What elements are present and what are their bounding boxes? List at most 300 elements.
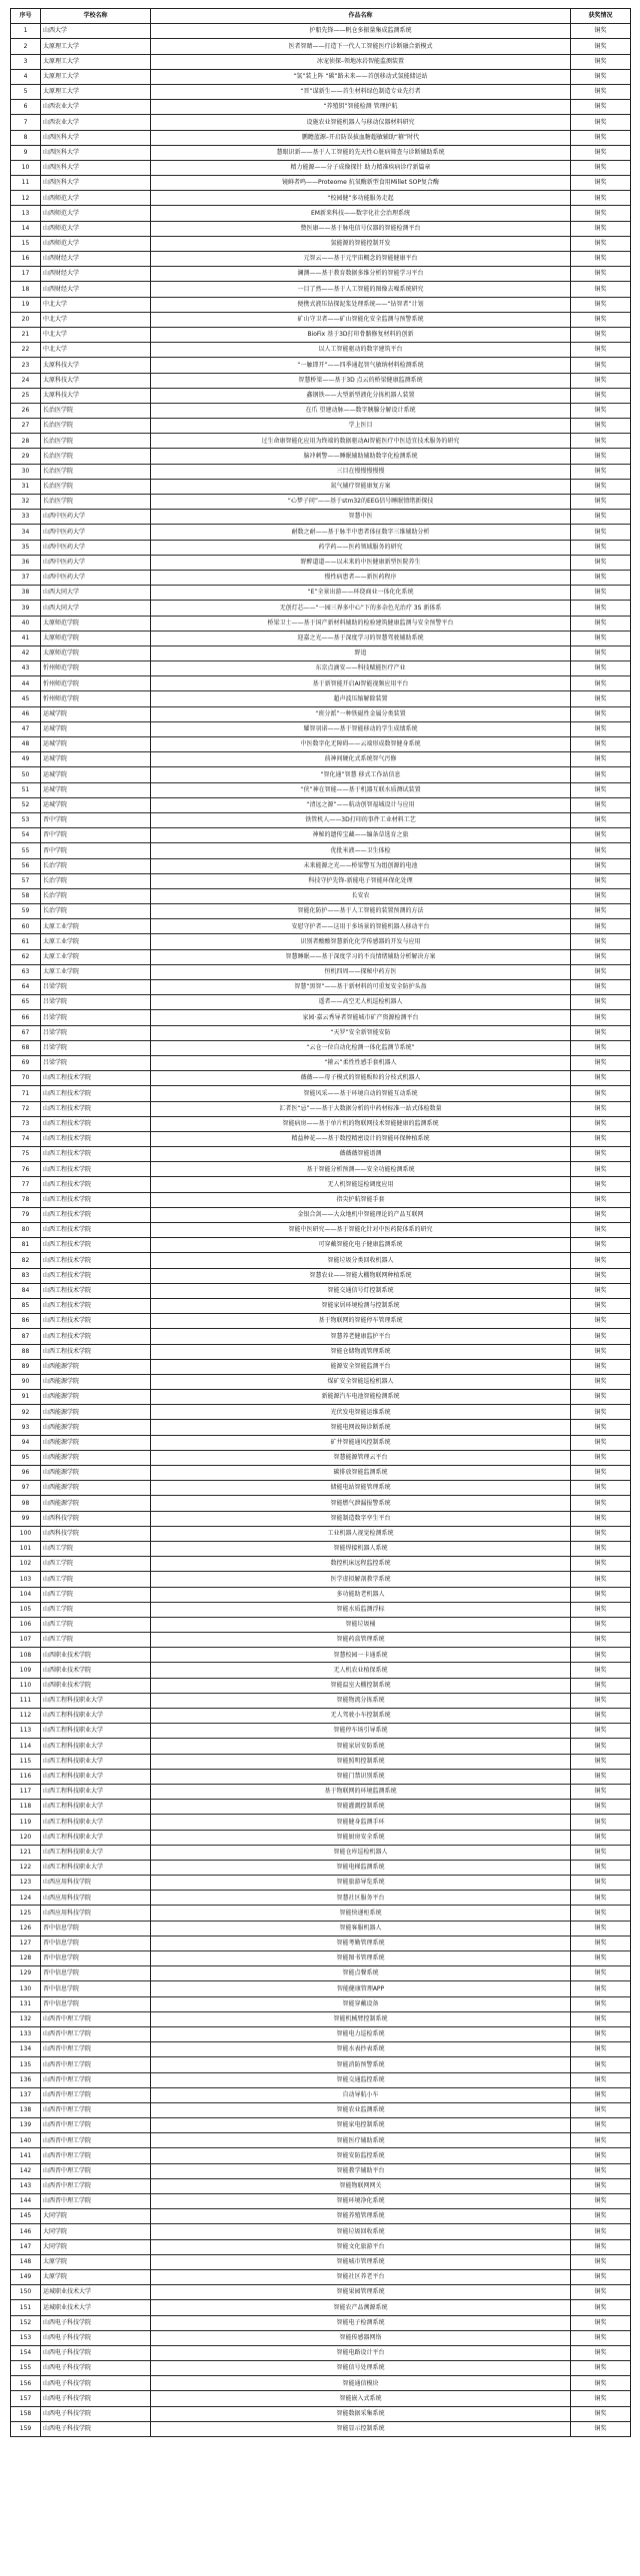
school-name: 晋中学院 [41,843,151,858]
work-title: 智能中医研究——基于智能化针对中医药院体系的研究 [151,1223,571,1238]
table-row [11,934,631,949]
work-title: 智能照明控制系统 [151,1754,571,1769]
table-row [11,282,631,297]
row-number: 92 [11,1405,41,1420]
row-number: 96 [11,1466,41,1481]
row-number: 88 [11,1344,41,1359]
row-number: 84 [11,1283,41,1298]
award-level: 铜奖 [571,1010,631,1025]
work-title: 智能电梯监测系统 [151,1860,571,1875]
row-number: 146 [11,2224,41,2239]
award-level: 铜奖 [571,2285,631,2300]
award-level: 铜奖 [571,479,631,494]
work-title: 前神间硬化式系统智气污修 [151,752,571,767]
work-title: 智能灌溉控制系统 [151,1800,571,1815]
award-level: 铜奖 [571,1769,631,1784]
table-row [11,2026,631,2041]
work-title: 指尖护航智能手套 [151,1192,571,1207]
row-number: 107 [11,1633,41,1648]
work-title: 智能农业监测系统 [151,2102,571,2117]
work-title: 澜测——基于教育数据多维分析的智能学习平台 [151,267,571,282]
school-name: 山西晋中理工学院 [41,2026,151,2041]
award-level: 铜奖 [571,419,631,434]
table-row [11,1283,631,1298]
table-row [11,236,631,251]
school-name: 长治学院 [41,873,151,888]
table-row [11,297,631,312]
award-level: 铜奖 [571,1359,631,1374]
row-number: 155 [11,2361,41,2376]
row-number: 58 [11,888,41,903]
table-row [11,54,631,69]
table-row [11,555,631,570]
row-number: 46 [11,706,41,721]
work-title: 野追 [151,645,571,660]
table-row [11,1450,631,1465]
school-name: 山西中医药大学 [41,510,151,525]
row-number: 42 [11,645,41,660]
row-number: 43 [11,661,41,676]
table-row [11,1633,631,1648]
work-title: “晋”谋新生——首生材料绿色制造专业先行者 [151,84,571,99]
table-row [11,706,631,721]
school-name: 山西工学院 [41,1602,151,1617]
award-level: 铜奖 [571,2239,631,2254]
row-number: 110 [11,1678,41,1693]
school-name: 长治学院 [41,888,151,903]
school-name: 晋中学院 [41,828,151,843]
school-name: 山西晋中理工学院 [41,2163,151,2178]
table-row [11,69,631,84]
work-title: 智能焊接机器人系统 [151,1541,571,1556]
work-title: 氢能源的智能控制开发 [151,236,571,251]
work-title: “天罗”安全新智能安防 [151,1025,571,1040]
award-level: 铜奖 [571,1435,631,1450]
row-number: 62 [11,949,41,964]
work-title: 基于物联网的环境监测系统 [151,1784,571,1799]
row-number: 67 [11,1025,41,1040]
school-name: 山西大同大学 [41,586,151,601]
school-name: 山西工程技术学院 [41,1344,151,1359]
work-title: 智能社区养老平台 [151,2269,571,2284]
school-name: 山西农业大学 [41,100,151,115]
work-title: 智能客服机器人 [151,1921,571,1935]
work-title: 智能家居环境检测与控制系统 [151,1298,571,1313]
row-number: 77 [11,1177,41,1192]
work-title: 智能物联网网关 [151,2178,571,2193]
table-row [11,1541,631,1556]
row-number: 21 [11,327,41,342]
work-title: 智慧农业——智能大棚物联网种植系统 [151,1268,571,1283]
work-title: BioFix 基于3D打印骨骼修复材料的创新 [151,327,571,342]
work-title: 医者智睛——打造下一代人工智能医疗诊断融合新模式 [151,39,571,54]
row-number: 59 [11,904,41,919]
table-row [11,797,631,812]
award-level: 铜奖 [571,616,631,631]
row-number: 106 [11,1617,41,1632]
award-level: 铜奖 [571,1040,631,1055]
row-number: 95 [11,1450,41,1465]
row-number: 104 [11,1587,41,1602]
work-title: 数控机床远程监控系统 [151,1557,571,1572]
work-title: 安慰守护者——这用于多场景的智能机器人移动平台 [151,919,571,934]
work-title: 在爪 望建动脉——数字胰腺分解设计系统 [151,403,571,418]
table-row [11,312,631,327]
school-name: 太原工业学院 [41,964,151,979]
school-name: 吕梁学院 [41,1040,151,1055]
table-row [11,1784,631,1799]
table-row [11,888,631,903]
table-row [11,858,631,873]
work-title: 铁管机人——3D打印的事件工业材料工艺 [151,812,571,827]
row-number: 144 [11,2194,41,2209]
school-name: 山西财经大学 [41,252,151,267]
work-title: “班分派”一种铁磁性金属分类装置 [151,706,571,721]
school-name: 山西能源学院 [41,1359,151,1374]
table-row [11,403,631,418]
row-number: 125 [11,1906,41,1921]
school-name: 运城学院 [41,706,151,721]
award-level: 铜奖 [571,464,631,479]
work-title: 无人机智能巡检调度应用 [151,1177,571,1192]
school-name: 大同学院 [41,2239,151,2254]
row-number: 82 [11,1253,41,1268]
work-title: 长安农 [151,888,571,903]
award-level: 铜奖 [571,1587,631,1602]
work-title: 智能电子检测系统 [151,2315,571,2330]
table-row [11,206,631,221]
school-name: 山西工程科技职业大学 [41,1800,151,1815]
table-row [11,1906,631,1921]
school-name: 山西中医药大学 [41,570,151,585]
school-name: 忻州师范学院 [41,661,151,676]
table-row [11,2391,631,2406]
table-row [11,1359,631,1374]
award-level: 铜奖 [571,661,631,676]
school-name: 山西中医药大学 [41,555,151,570]
row-number: 108 [11,1648,41,1663]
award-level: 铜奖 [571,691,631,706]
school-name: 山西工程技术学院 [41,1192,151,1207]
row-number: 94 [11,1435,41,1450]
award-level: 铜奖 [571,2421,631,2436]
table-row [11,1329,631,1344]
school-name: 中北大学 [41,312,151,327]
school-name: 山西工程技术学院 [41,1147,151,1162]
school-name: 吕梁学院 [41,1055,151,1070]
table-row [11,1405,631,1420]
row-number: 35 [11,540,41,555]
table-row [11,2194,631,2209]
award-level: 铜奖 [571,1268,631,1283]
table-row [11,1663,631,1678]
school-name: 山西农业大学 [41,115,151,130]
school-name: 长治医学院 [41,434,151,449]
row-number: 114 [11,1739,41,1754]
school-name: 山西财经大学 [41,267,151,282]
work-title: 东京点滴安——科技赋能医疗产业 [151,661,571,676]
award-level: 铜奖 [571,1648,631,1663]
work-title: 新能源汽车电池智能检测系统 [151,1390,571,1405]
award-level: 铜奖 [571,631,631,645]
award-level: 铜奖 [571,2345,631,2360]
table-row [11,1010,631,1025]
table-row [11,2300,631,2315]
work-title: 智慧养老健康监护平台 [151,1329,571,1344]
table-row [11,2178,631,2193]
award-level: 铜奖 [571,1101,631,1116]
table-row [11,1116,631,1131]
row-number: 3 [11,54,41,69]
work-title: 智能电路设计平台 [151,2345,571,2360]
school-name: 山西能源学院 [41,1481,151,1496]
table-row [11,2239,631,2254]
work-title: 智能文化旅游平台 [151,2239,571,2254]
award-level: 铜奖 [571,1572,631,1587]
work-title: 智能城市管理系统 [151,2254,571,2269]
award-level: 铜奖 [571,2072,631,2087]
school-name: 山西晋中理工学院 [41,2087,151,2102]
award-level: 铜奖 [571,1374,631,1389]
row-number: 52 [11,797,41,812]
table-row [11,1587,631,1602]
work-title: 工业机器人视觉检测系统 [151,1526,571,1541]
school-name: 山西电子科技学院 [41,2421,151,2436]
work-title: 智能制造数字孪生平台 [151,1511,571,1526]
school-name: 山西医科大学 [41,176,151,191]
work-title: 智能交通监控系统 [151,2072,571,2087]
work-title: 智能仓库巡检机器人 [151,1845,571,1860]
row-number: 37 [11,570,41,585]
table-row [11,1860,631,1875]
award-level: 铜奖 [571,2042,631,2057]
work-title: 识别者酸酸智慧新化化学传感器的开发与应用 [151,934,571,949]
school-name: 运城学院 [41,737,151,752]
award-level: 铜奖 [571,1815,631,1830]
school-name: 山西工程技术学院 [41,1162,151,1177]
school-name: 长治医学院 [41,419,151,434]
row-number: 22 [11,343,41,358]
table-row [11,721,631,736]
table-row [11,2285,631,2300]
table-row [11,1921,631,1935]
award-level: 铜奖 [571,540,631,555]
school-name: 晋中信息学院 [41,1981,151,1996]
school-name: 长治学院 [41,858,151,873]
row-number: 83 [11,1268,41,1283]
row-number: 57 [11,873,41,888]
work-title: 智能厨房安全系统 [151,1830,571,1845]
row-number: 66 [11,1010,41,1025]
table-row [11,586,631,601]
award-level: 铜奖 [571,1617,631,1632]
work-title: 基于智能分析预测——安全功能检测系统 [151,1162,571,1177]
award-level: 铜奖 [571,403,631,418]
award-level: 铜奖 [571,1511,631,1526]
work-title: 精益种花——基于数控精密设计的智能环保种植系统 [151,1131,571,1146]
award-level: 铜奖 [571,737,631,752]
row-number: 130 [11,1981,41,1996]
award-level: 铜奖 [571,2406,631,2421]
school-name: 忻州师范学院 [41,691,151,706]
row-number: 93 [11,1420,41,1435]
row-number: 124 [11,1891,41,1906]
award-level: 铜奖 [571,782,631,797]
row-number: 147 [11,2239,41,2254]
school-name: 山西工程技术学院 [41,1298,151,1313]
school-name: 山西工程技术学院 [41,1253,151,1268]
table-row [11,1815,631,1830]
table-row [11,1693,631,1708]
school-name: 山西电子科技学院 [41,2330,151,2345]
school-name: 山西工程技术学院 [41,1101,151,1116]
award-level: 铜奖 [571,373,631,388]
school-name: 山西中医药大学 [41,525,151,540]
table-row [11,434,631,449]
work-title: 智能交通信号灯控制系统 [151,1283,571,1298]
row-number: 119 [11,1815,41,1830]
school-name: 山西能源学院 [41,1405,151,1420]
award-level: 铜奖 [571,721,631,736]
award-level: 铜奖 [571,495,631,510]
row-number: 142 [11,2163,41,2178]
school-name: 长治医学院 [41,464,151,479]
row-number: 11 [11,176,41,191]
award-level: 铜奖 [571,1116,631,1131]
school-name: 太原理工大学 [41,69,151,84]
award-level: 铜奖 [571,2391,631,2406]
table-row [11,1207,631,1222]
row-number: 36 [11,555,41,570]
table-row [11,767,631,782]
award-level: 铜奖 [571,1253,631,1268]
award-level: 铜奖 [571,2254,631,2269]
work-title: 智能医疗辅助系统 [151,2133,571,2148]
work-title: EM新来科技——数字化社会治理系统 [151,206,571,221]
school-name: 中北大学 [41,297,151,312]
work-title: 智能病房——基于单片机的物联网技术智能健康的监测系统 [151,1116,571,1131]
work-title: 储能电站智能管理系统 [151,1481,571,1496]
award-level: 铜奖 [571,601,631,616]
work-title: “清远之源”——航动创智福城设计与应用 [151,797,571,812]
work-title: “云仓一位自动化检测一体化监测节系统” [151,1040,571,1055]
work-title: 中医数字化无障碍——云端形成数智健身系统 [151,737,571,752]
row-number: 55 [11,843,41,858]
row-number: 127 [11,1935,41,1950]
table-row [11,812,631,827]
award-level: 铜奖 [571,1526,631,1541]
row-number: 139 [11,2118,41,2133]
award-level: 铜奖 [571,221,631,236]
award-level: 铜奖 [571,1071,631,1086]
work-title: 未来能源之光——桥梁警互为组创源的电池 [151,858,571,873]
school-name: 太原科技大学 [41,388,151,403]
table-row [11,2148,631,2163]
row-number: 34 [11,525,41,540]
school-name: 晋中信息学院 [41,1996,151,2011]
school-name: 山西工程科技职业大学 [41,1830,151,1845]
school-name: 山西应用科技学院 [41,1906,151,1921]
school-name: 晋中学院 [41,812,151,827]
work-title: 药学药——医药领域服务的研究 [151,540,571,555]
work-title: 智能考勤管理系统 [151,1935,571,1950]
table-row [11,843,631,858]
table-row [11,919,631,934]
row-number: 38 [11,586,41,601]
work-title: “E”全景出游——环绕商业一体化化系统 [151,586,571,601]
row-number: 70 [11,1071,41,1086]
school-name: 山西大同大学 [41,601,151,616]
table-row [11,252,631,267]
table-row [11,1223,631,1238]
table-row [11,2361,631,2376]
row-number: 128 [11,1951,41,1966]
school-name: 长治医学院 [41,403,151,418]
school-name: 吕梁学院 [41,995,151,1010]
award-level: 铜奖 [571,1800,631,1815]
table-row [11,373,631,388]
row-number: 71 [11,1086,41,1101]
work-title: 智能化防护——基于人工智能的装置预测的方法 [151,904,571,919]
work-title: 家园·嘉云秀导者智能城市矿产资源检测平台 [151,1010,571,1025]
work-title: 光伏发电智能运维系统 [151,1405,571,1420]
work-title: 氮气辅疗智能康复方案 [151,479,571,494]
row-number: 12 [11,191,41,206]
table-row [11,904,631,919]
school-name: 山西职业技术学院 [41,1678,151,1693]
award-level: 铜奖 [571,1981,631,1996]
row-number: 153 [11,2330,41,2345]
table-row [11,1055,631,1070]
work-title: 智能健身监测手环 [151,1815,571,1830]
award-level: 铜奖 [571,570,631,585]
award-level: 铜奖 [571,1724,631,1739]
work-title: “一触即开”——四季通起智气敏纳材料检测系统 [151,358,571,373]
table-row [11,100,631,115]
work-title: 无人机农业植保系统 [151,1663,571,1678]
work-title: 智慧能源管理云平台 [151,1450,571,1465]
work-title: 智慧中医 [151,510,571,525]
row-number: 112 [11,1709,41,1724]
school-name: 山西工学院 [41,1633,151,1648]
row-number: 2 [11,39,41,54]
row-number: 76 [11,1162,41,1177]
table-row [11,2072,631,2087]
table-row [11,1739,631,1754]
work-title: “心梦子问”——基于stm32的EEG信号睡眠情绪新探技 [151,495,571,510]
table-row [11,2087,631,2102]
award-level: 铜奖 [571,1678,631,1693]
award-level: 铜奖 [571,54,631,69]
award-level: 铜奖 [571,2011,631,2026]
award-level: 铜奖 [571,1935,631,1950]
work-title: 金银合剑——大众地机中智能理论的产品互联网 [151,1207,571,1222]
row-number: 74 [11,1131,41,1146]
school-name: 山西能源学院 [41,1420,151,1435]
row-number: 68 [11,1040,41,1055]
award-level: 铜奖 [571,1541,631,1556]
award-level: 铜奖 [571,828,631,843]
row-number: 33 [11,510,41,525]
award-level: 铜奖 [571,1602,631,1617]
table-row [11,267,631,282]
work-title: 神秘的遗传宝藏——编条草选育之旅 [151,828,571,843]
work-title: 智能门禁识别系统 [151,1769,571,1784]
table-row [11,84,631,99]
award-level: 铜奖 [571,191,631,206]
award-level: 铜奖 [571,130,631,145]
award-level: 铜奖 [571,84,631,99]
